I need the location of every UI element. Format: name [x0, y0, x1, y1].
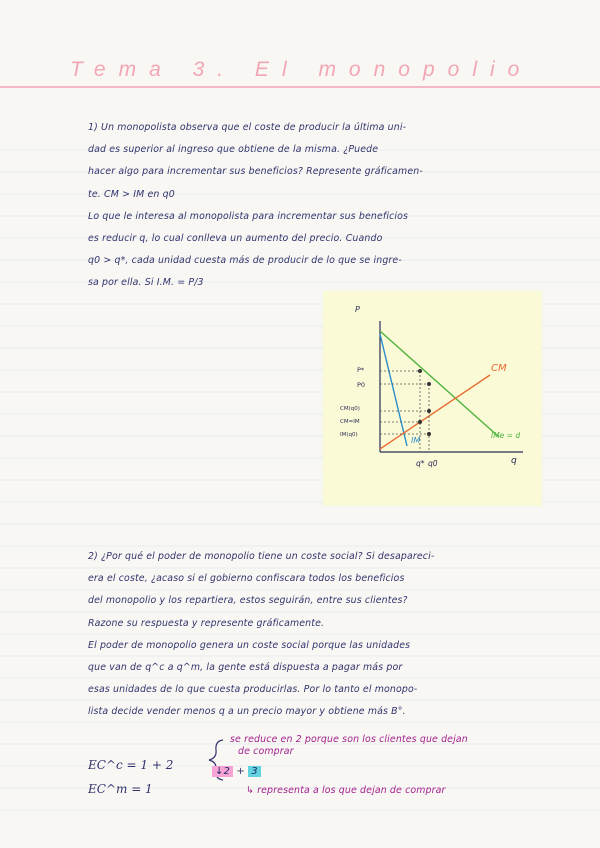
- monopoly-graph: [323, 291, 542, 506]
- q2-line-2: era el coste, ¿acaso si el gobierno confiscara todos los beneficios: [88, 573, 405, 585]
- label-cm-q0: CM(q0): [340, 406, 360, 412]
- point-p-star: [418, 369, 422, 373]
- label-cm-curve: CM: [491, 363, 507, 374]
- q2-line-4: Razone su respuesta y represente gráficamente.: [88, 617, 325, 629]
- q1-line-4: te. CM > IM en q0: [88, 188, 175, 200]
- formula-ec-m: EC^m = 1: [88, 782, 153, 796]
- page-title: Tema 3. El monopolio: [70, 58, 533, 81]
- title-underline: [0, 86, 600, 88]
- note-reduce-line-2: de comprar: [238, 746, 294, 757]
- label-cm-im: CM=IM: [340, 419, 360, 425]
- q2-line-8: lista decide vender menos q a un precio mayor y obtiene más B°.: [88, 706, 406, 718]
- q1-line-3: hacer algo para incrementar sus beneficios? Represente gráficamen-: [88, 166, 423, 178]
- note-reduce: [230, 734, 468, 758]
- q2-line-3: del monopolio y los repartiera, estos seguirán, entre sus clientes?: [88, 595, 408, 607]
- q2-line-6: que van de q^c a q^m, la gente está dispuesta a pagar más por: [88, 661, 403, 673]
- note-reduce-line-1: se reduce en 2 porque son los clientes que dejan: [230, 734, 468, 745]
- sticky-note-graph: [323, 291, 542, 506]
- plus-sign: +: [236, 766, 245, 777]
- question-2-block: [88, 546, 434, 724]
- box-3: 3: [248, 766, 261, 777]
- p-axis-label: P: [355, 305, 360, 314]
- arrow-2-box: ↓2: [212, 766, 233, 777]
- point-cm-im: [418, 420, 422, 424]
- formula-ec-c: EC^c = 1 + 2: [88, 758, 174, 772]
- q2-line-1: 2) ¿Por qué el poder de monopolio tiene un coste social? Si desapareci-: [88, 551, 435, 562]
- point-im-q0: [427, 432, 431, 436]
- q1-line-8: sa por ella. Si I.M. = P/3: [88, 277, 204, 289]
- q1-line-1: 1) Un monopolista observa que el coste de producir la última uni-: [88, 122, 407, 133]
- q2-line-5: El poder de monopolio genera un coste social porque las unidades: [88, 639, 411, 651]
- label-p-star: P*: [357, 366, 365, 374]
- label-q0: q0: [428, 459, 438, 468]
- q-axis-label: q: [511, 456, 517, 466]
- label-im-curve: IM: [411, 436, 421, 445]
- q1-line-7: q0 > q*, cada unidad cuesta más de producir de lo que se ingre-: [88, 255, 402, 267]
- label-im-q0: IM(q0): [340, 432, 358, 438]
- question-1-block: [88, 117, 423, 295]
- q1-line-5: Lo que le interesa al monopolista para incrementar sus beneficios: [88, 210, 409, 222]
- q1-line-2: dad es superior al ingreso que obtiene de la misma. ¿Puede: [88, 144, 379, 156]
- point-p0: [427, 382, 431, 386]
- note-3: ↳ representa a los que dejan de comprar: [246, 785, 446, 796]
- marginal-cost-curve: [380, 375, 490, 449]
- point-cm-q0: [427, 409, 431, 413]
- label-q-star: q*: [416, 459, 425, 468]
- q2-line-7: esas unidades de lo que cuesta producirlas. Por lo tanto el monopo-: [88, 684, 418, 696]
- q1-line-6: es reducir q, lo cual conlleva un aumento del precio. Cuando: [88, 232, 383, 244]
- label-p0: P0: [357, 381, 366, 389]
- reduction-expression: [212, 763, 261, 781]
- label-ime-curve: IMe = d: [491, 431, 521, 440]
